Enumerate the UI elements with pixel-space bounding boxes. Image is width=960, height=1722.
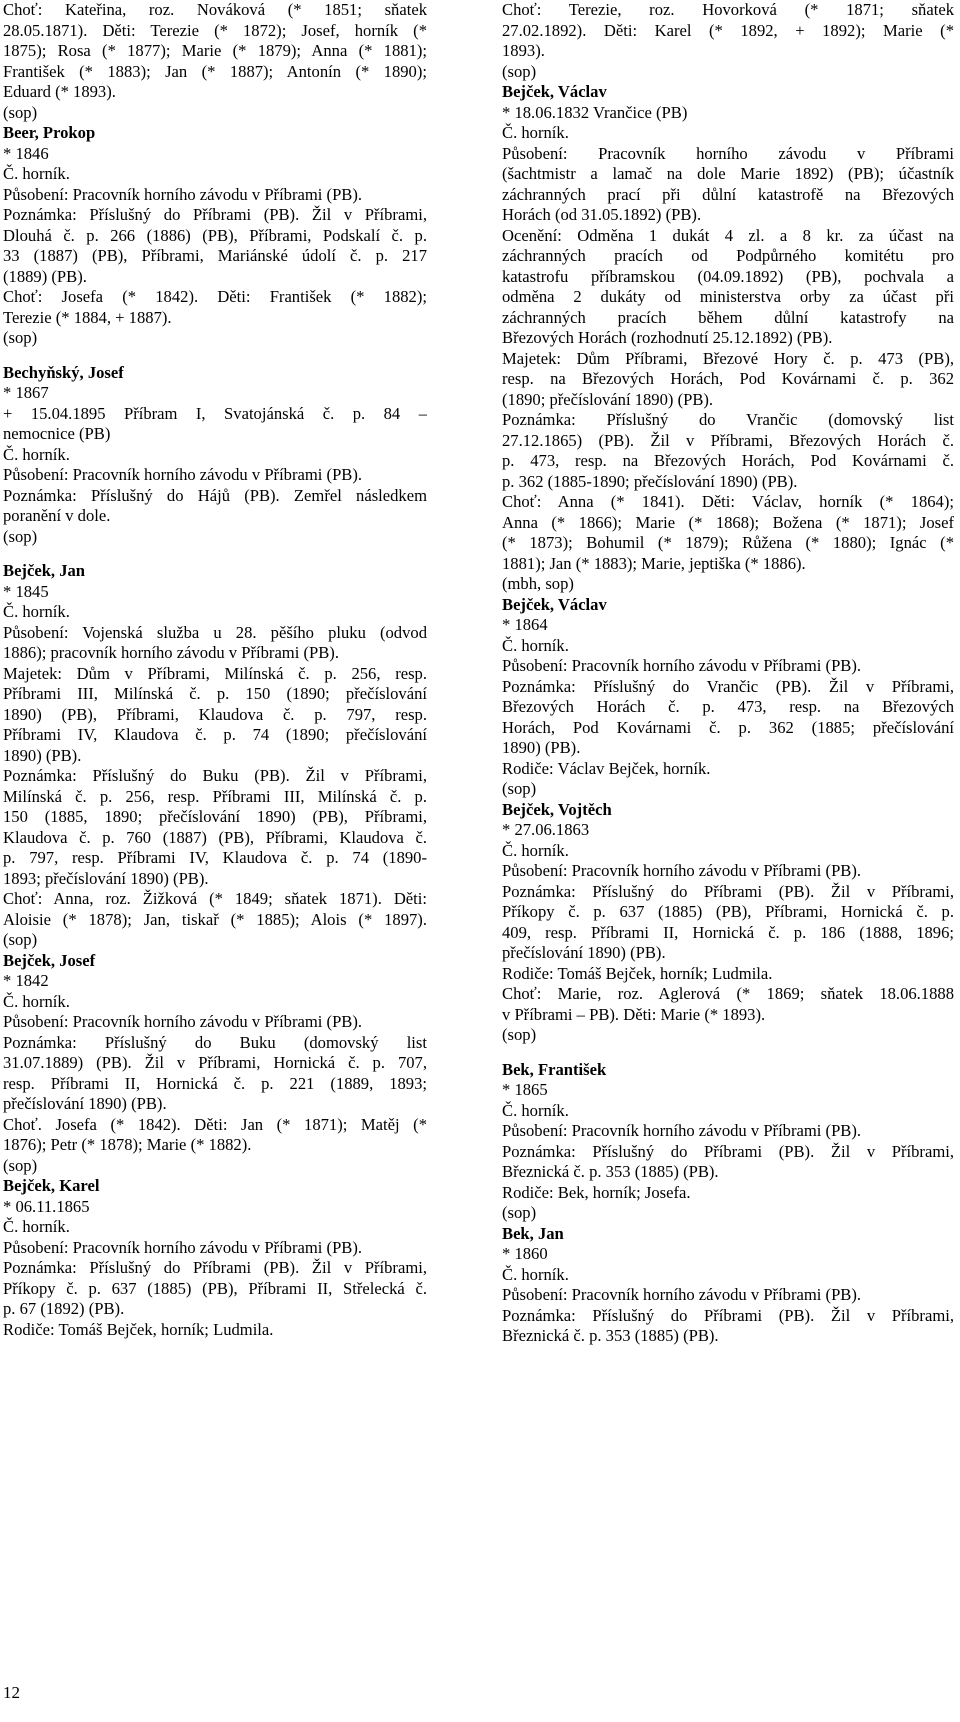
text-line: Č. horník. <box>502 635 569 655</box>
text-line: p. 797, resp. Příbrami IV, Klaudova č. p. 74 (1890- <box>3 848 427 867</box>
text-line: Poznámka: Příslušný do Buku (domovský list <box>3 1032 427 1052</box>
text-line: p. 473, resp. na Březových Horách, Pod Kovárnami č. <box>502 451 954 470</box>
text-line: (mbh, sop) <box>502 574 574 593</box>
text-line: Působení: Pracovník horního závodu v Příbrami (PB). <box>502 656 862 675</box>
text-line: Působení: Pracovník horního závodu v Příbrami (PB). <box>3 1012 363 1031</box>
text-line: 28.05.1871). Děti: Terezie (* 1872); Josef, horník (* <box>3 20 427 40</box>
text-line: Č. horník. <box>3 444 70 464</box>
text-line: Č. horník. <box>502 1100 569 1120</box>
text-line: Působení: Pracovník horního závodu v Příbrami (PB). <box>3 1237 363 1257</box>
entry-name: Bejček, Josef <box>3 950 96 970</box>
text-line: Příkopy č. p. 637 (1885) (PB), Příbrami, Hornická č. p. <box>502 902 954 921</box>
text-line: Rodiče: Bek, horník; Josefa. <box>502 1182 691 1202</box>
text-line: Příkopy č. p. 637 (1885) (PB), Příbrami II, Střelecká č. <box>3 1278 427 1298</box>
text-line: Milínská č. p. 256, resp. Příbrami III, Milínská č. p. <box>3 786 427 806</box>
text-line: * 27.06.1863 <box>502 820 590 839</box>
text-line: * 1860 <box>502 1244 548 1263</box>
text-line: 27.12.1865) (PB). Žil v Příbrami, Březových Horách č. <box>502 430 954 450</box>
text-line: Působení: Pracovník horního závodu v Příbrami (PB). <box>502 1285 862 1304</box>
text-line: Poznámka: Příslušný do Příbrami (PB). Žil v Příbrami, <box>502 1305 954 1325</box>
text-line: Poznámka: Příslušný do Hájů (PB). Zemřel následkem <box>3 485 427 505</box>
text-line: 1890) (PB), Příbrami, Klaudova č. p. 797, resp. <box>3 704 427 724</box>
text-line: Ocenění: Odměna 1 dukát 4 zl. a 8 kr. za účast na <box>502 225 954 245</box>
text-line: přečíslování 1890) (PB). <box>3 1094 167 1113</box>
text-line: záchranných prací při důlní katastrofě na Březových <box>502 184 954 204</box>
entry-spacer <box>3 349 427 363</box>
text-line: v Příbrami – PB). Děti: Marie (* 1893). <box>502 1004 766 1024</box>
text-line: Č. horník. <box>502 1264 569 1284</box>
text-line: Choť: Kateřina, roz. Nováková (* 1851; sňatek <box>3 0 427 19</box>
text-line: Poznámka: Příslušný do Vrančic (domovský list <box>502 410 954 429</box>
text-line: * 1846 <box>3 143 49 163</box>
text-line: Eduard (* 1893). <box>3 82 116 101</box>
text-line: Poznámka: Příslušný do Buku (PB). Žil v Příbrami, <box>3 766 427 785</box>
text-line: Choť: Anna, roz. Žižková (* 1849; sňatek 1871). Děti: <box>3 889 427 908</box>
text-line: záchranných pracích během důlní katastrofy na <box>502 307 954 327</box>
text-line: Anna (* 1866); Marie (* 1868); Božena (* 1871); Josef <box>502 512 954 532</box>
text-line: Rodiče: Václav Bejček, horník. <box>502 758 711 778</box>
text-line: Poznámka: Příslušný do Příbrami (PB). Žil v Příbrami, <box>3 205 427 224</box>
text-line: Poznámka: Příslušný do Vrančic (PB). Žil v Příbrami, <box>502 676 954 696</box>
text-line: (sop) <box>3 102 38 122</box>
text-line: (1889) (PB). <box>3 266 87 286</box>
text-line: Choť. Josefa (* 1842). Děti: Jan (* 1871); Matěj (* <box>3 1114 427 1134</box>
text-line: Působení: Pracovník horního závodu v Příbrami (PB). <box>3 465 363 484</box>
page-number: 12 <box>3 1683 20 1702</box>
text-line: Působení: Pracovník horního závodu v Příbrami (PB). <box>502 1121 862 1140</box>
entry-name: Bejček, Karel <box>3 1176 100 1195</box>
text-line: 1893). <box>502 41 545 60</box>
text-line: Poznámka: Příslušný do Příbrami (PB). Žil v Příbrami, <box>502 881 954 901</box>
text-line: 1881); Jan (* 1883); Marie, jeptiška (* 1886). <box>502 553 806 573</box>
text-line: 33 (1887) (PB), Příbrami, Mariánské údolí č. p. 217 <box>3 246 427 265</box>
text-line: Č. horník. <box>3 164 70 183</box>
text-line: + 15.04.1895 Příbram I, Svatojánská č. p. 84 – <box>3 403 427 423</box>
text-line: 1886); pracovník horního závodu v Příbrami (PB). <box>3 643 339 662</box>
text-line: Č. horník. <box>3 1217 70 1236</box>
text-line: záchranných pracích od Podpůrného komitétu pro <box>502 246 954 265</box>
text-line: Působení: Pracovník horního závodu v Příbrami (PB). <box>502 861 862 880</box>
text-line: Choť: Terezie, roz. Hovorková (* 1871; sňatek <box>502 0 954 19</box>
text-line: Příbrami III, Milínská č. p. 150 (1890; přečíslování <box>3 684 427 703</box>
text-line: Č. horník. <box>502 123 569 142</box>
text-line: 1875); Rosa (* 1877); Marie (* 1879); Anna (* 1881); <box>3 41 427 60</box>
text-line: p. 67 (1892) (PB). <box>3 1299 125 1318</box>
text-line: * 1842 <box>3 971 49 990</box>
text-line: František (* 1883); Jan (* 1887); Antonín (* 1890); <box>3 61 427 81</box>
text-line: Choť: Anna (* 1841). Děti: Václav, horník (* 1864); <box>502 492 954 511</box>
text-line: (sop) <box>3 1155 38 1175</box>
text-line: Dlouhá č. p. 266 (1886) (PB), Příbrami, Podskalí č. p. <box>3 225 427 245</box>
text-line: 1890) (PB). <box>3 745 82 765</box>
text-line: Č. horník. <box>3 991 70 1011</box>
text-line: (sop) <box>3 930 38 949</box>
text-line: poranění v dole. <box>3 506 111 525</box>
text-line: 1890) (PB). <box>502 738 581 757</box>
entry-name: Bek, Jan <box>502 1223 564 1243</box>
entry-spacer <box>502 1046 954 1060</box>
text-line: Působení: Pracovník horního závodu v Příbrami <box>502 143 954 163</box>
text-line: Terezie (* 1884, + 1887). <box>3 307 172 327</box>
text-line: 31.07.1889) (PB). Žil v Příbrami, Hornická č. p. 707, <box>3 1053 427 1072</box>
text-line: Březnická č. p. 353 (1885) (PB). <box>502 1162 719 1181</box>
text-line: resp. Příbrami II, Hornická č. p. 221 (1889, 1893; <box>3 1073 427 1093</box>
text-line: Působení: Vojenská služba u 28. pěšího pluku (odvod <box>3 622 427 642</box>
text-line: p. 362 (1885-1890; přečíslování 1890) (PB). <box>502 471 798 491</box>
text-line: nemocnice (PB) <box>3 424 111 443</box>
text-line: Č. horník. <box>3 602 70 621</box>
text-line: 1876); Petr (* 1878); Marie (* 1882). <box>3 1135 252 1154</box>
left-column <box>3 0 427 1340</box>
text-line: Majetek: Dům v Příbrami, Milínská č. p. 256, resp. <box>3 663 427 683</box>
text-line: * 1865 <box>502 1080 548 1099</box>
text-line: Choť: Josefa (* 1842). Děti: František (* 1882); <box>3 287 427 306</box>
right-column <box>502 0 954 1347</box>
text-line: Poznámka: Příslušný do Příbrami (PB). Žil v Příbrami, <box>3 1258 427 1277</box>
text-line: (sop) <box>502 779 537 798</box>
text-line: Příbrami IV, Klaudova č. p. 74 (1890; přečíslování <box>3 725 427 744</box>
entry-name: Bechyňský, Josef <box>3 362 124 382</box>
text-line: Rodiče: Tomáš Bejček, horník; Ludmila. <box>3 1319 274 1339</box>
entry-name: Bejček, Václav <box>502 82 607 101</box>
text-line: Březových Horách č. p. 473, resp. na Březových <box>502 697 954 716</box>
text-line: 150 (1885, 1890; přečíslování 1890) (PB), Příbrami, <box>3 807 427 826</box>
text-line: Poznámka: Příslušný do Příbrami (PB). Žil v Příbrami, <box>502 1141 954 1161</box>
text-line: * 06.11.1865 <box>3 1196 90 1216</box>
text-line: Č. horník. <box>502 840 569 860</box>
text-line: (sop) <box>3 526 38 546</box>
text-line: (* 1873); Bohumil (* 1879); Růžena (* 1880); Ignác (* <box>502 533 954 552</box>
text-line: Březových Horách (rozhodnutí 25.12.1892) (PB). <box>502 328 833 347</box>
text-line: 1893; přečíslování 1890) (PB). <box>3 868 209 888</box>
text-line: Horách (od 31.05.1892) (PB). <box>502 205 702 224</box>
text-line: (šachtmistr a lamač na dole Marie 1892) (PB); účastník <box>502 164 954 183</box>
entry-name: Bejček, Vojtěch <box>502 799 612 819</box>
text-line: 409, resp. Příbrami II, Hornická č. p. 186 (1888, 1896; <box>502 922 954 942</box>
text-line: (sop) <box>502 61 537 81</box>
entry-spacer <box>3 547 427 561</box>
text-line: * 1845 <box>3 581 49 601</box>
text-line: * 18.06.1832 Vrančice (PB) <box>502 102 688 122</box>
text-line: Majetek: Dům Příbrami, Březové Hory č. p. 473 (PB), <box>502 348 954 368</box>
text-line: * 1864 <box>502 615 548 634</box>
text-line: (1890; přečíslování 1890) (PB). <box>502 389 714 409</box>
text-line: * 1867 <box>3 383 49 402</box>
text-line: Rodiče: Tomáš Bejček, horník; Ludmila. <box>502 963 773 983</box>
text-line: přečíslování 1890) (PB). <box>502 943 666 962</box>
entry-name: Bek, František <box>502 1059 607 1079</box>
text-line: (sop) <box>502 1203 537 1222</box>
entry-name: Beer, Prokop <box>3 123 96 142</box>
text-line: Březnická č. p. 353 (1885) (PB). <box>502 1326 719 1345</box>
text-line: Horách, Pod Kovárnami č. p. 362 (1885; přečíslování <box>502 717 954 737</box>
text-line: Působení: Pracovník horního závodu v Příbrami (PB). <box>3 184 363 204</box>
text-line: Choť: Marie, roz. Aglerová (* 1869; sňatek 18.06.1888 <box>502 984 954 1003</box>
text-line: (sop) <box>502 1025 537 1044</box>
text-line: resp. na Březových Horách, Pod Kovárnami č. p. 362 <box>502 369 954 388</box>
text-line: Klaudova č. p. 760 (1887) (PB), Příbrami, Klaudova č. <box>3 827 427 847</box>
text-line: 27.02.1892). Děti: Karel (* 1892, + 1892); Marie (* <box>502 20 954 40</box>
entry-name: Bejček, Václav <box>502 594 607 614</box>
text-line: odměna 2 dukáty od ministerstva orby za účast při <box>502 287 954 306</box>
text-line: Aloisie (* 1878); Jan, tiskař (* 1885); Alois (* 1897). <box>3 909 427 929</box>
text-line: katastrofu příbramskou (04.09.1892) (PB), pochvala a <box>502 266 954 286</box>
text-line: (sop) <box>3 328 38 347</box>
entry-name: Bejček, Jan <box>3 561 86 580</box>
